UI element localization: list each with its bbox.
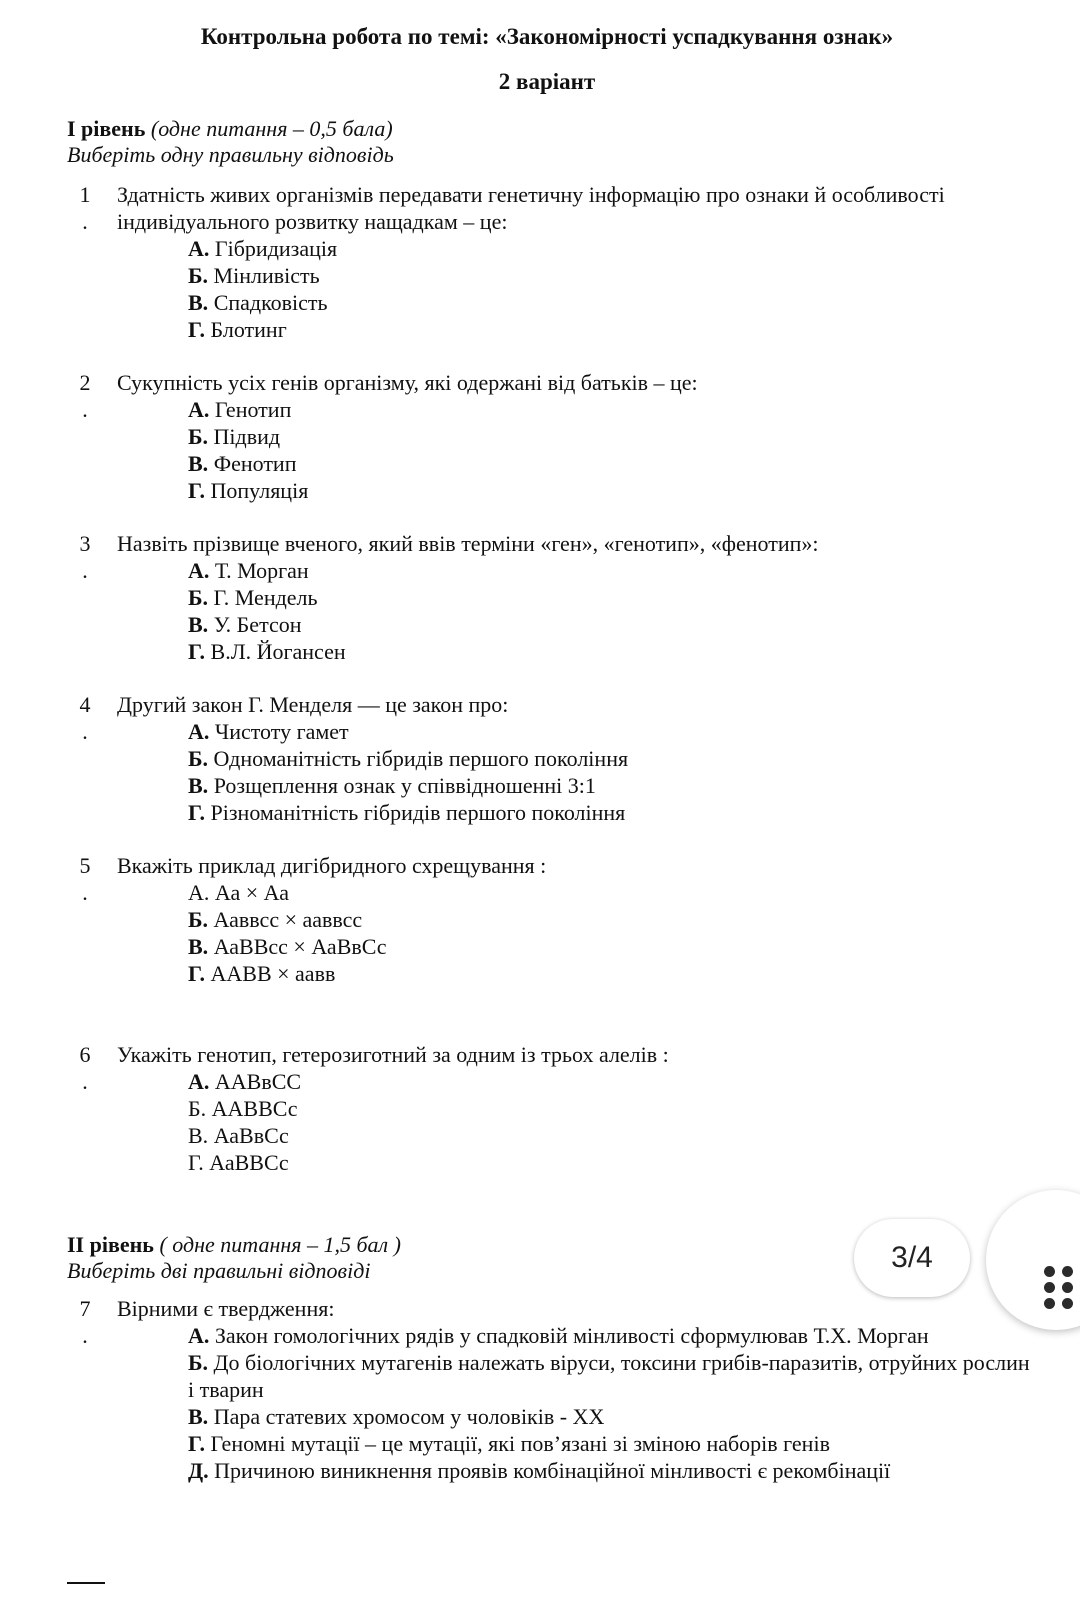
answer-options [188, 879, 1038, 987]
level-points-note: (одне питання – 0,5 бала) [150, 116, 393, 141]
answer-option: Б. Г. Мендель [188, 585, 318, 610]
question-number-dot: . [82, 1323, 88, 1348]
question-text: Сукупність усіх генів організму, які одержані від батьків – це: [117, 370, 698, 395]
question-number-dot: . [82, 719, 88, 744]
question-number: 1 [79, 182, 91, 207]
answer-option: В. Спадковість [188, 290, 328, 315]
level-instruction: Виберіть одну правильну відповідь [67, 142, 394, 167]
answer-option: В. АаВВсс × АаВвСс [188, 934, 387, 959]
question-number-dot: . [82, 397, 88, 422]
answer-option: Б. До біологічних мутагенів належать віруси, токсини грибів-паразитів, отруйних рослин і тварин [188, 1350, 1030, 1402]
answer-option: Г. Різноманітність гібридів першого покоління [188, 800, 626, 825]
level-name: ІІ рівень [67, 1232, 154, 1257]
answer-option: А. Аа × Аа [188, 880, 290, 905]
answer-option: А. ААВвСС [188, 1069, 302, 1094]
level-2-heading [67, 1232, 401, 1284]
answer-options [188, 718, 1038, 826]
question-number: 4 [79, 692, 91, 717]
answer-option: Г. В.Л. Йогансен [188, 639, 346, 664]
question-number-dot: . [82, 209, 88, 234]
answer-options [188, 396, 1038, 504]
answer-option: Д. Причиною виникнення проявів комбінаційної мінливості є рекомбінації [188, 1458, 891, 1483]
answer-option: В. АаВвСс [188, 1123, 289, 1148]
answer-option: Г. Блотинг [188, 317, 287, 342]
grid-dots-icon[interactable] [1044, 1266, 1078, 1310]
answer-options [188, 557, 1038, 665]
question-text: Назвіть прізвище вченого, який ввів терміни «ген», «генотип», «фенотип»: [117, 531, 819, 556]
question-text: Вкажіть приклад дигібридного схрещування : [117, 853, 547, 878]
level-1-heading [67, 116, 394, 168]
answer-option: Б. Одноманітність гібридів першого покоління [188, 746, 629, 771]
question-text: Укажіть генотип, гетерозиготний за одним із трьох алелів : [117, 1042, 669, 1067]
footnote-separator [67, 1582, 105, 1584]
answer-option: Г. АаВВСс [188, 1150, 289, 1175]
answer-option: А. Гібридизація [188, 236, 338, 261]
question-text: Здатність живих організмів передавати генетичну інформацію про ознаки й особливості індивідуального розвитку нащадкам – це: [117, 182, 945, 234]
answer-option: В. Пара статевих хромосом у чоловіків - ХХ [188, 1404, 605, 1429]
question-number: 5 [79, 853, 91, 878]
answer-option: Б. Мінливість [188, 263, 320, 288]
answer-option: А. Генотип [188, 397, 292, 422]
answer-options [188, 1322, 1038, 1484]
question-text: Другий закон Г. Менделя — це закон про: [117, 692, 509, 717]
question-number: 3 [79, 531, 91, 556]
variant-label: 2 варіант [498, 69, 596, 94]
answer-option: В. У. Бетсон [188, 612, 302, 637]
answer-option: Г. Популяція [188, 478, 309, 503]
answer-option: Б. ААВВСс [188, 1096, 298, 1121]
question-number-dot: . [82, 880, 88, 905]
question-number: 6 [79, 1042, 91, 1067]
answer-option: В. Фенотип [188, 451, 297, 476]
answer-options [188, 235, 1038, 343]
level-instruction: Виберіть дві правильні відповіді [67, 1258, 371, 1283]
question-text: Вірними є твердження: [117, 1296, 335, 1321]
answer-option: Б. Ааввсс × ааввсс [188, 907, 363, 932]
question-number-dot: . [82, 1069, 88, 1094]
level-points-note: ( одне питання – 1,5 бал ) [159, 1232, 401, 1257]
answer-option: А. Закон гомологічних рядів у спадковій мінливості сформулював Т.Х. Морган [188, 1323, 929, 1348]
document-title: Контрольна робота по темі: «Закономірності успадкування ознак» [200, 24, 894, 49]
question-number: 7 [79, 1296, 91, 1321]
answer-option: Б. Підвид [188, 424, 281, 449]
question-number: 2 [79, 370, 91, 395]
answer-option: Г. Геномні мутації – це мутації, які пов’язані зі зміною наборів генів [188, 1431, 830, 1456]
level-name: І рівень [67, 116, 146, 141]
question-number-dot: . [82, 558, 88, 583]
answer-option: А. Т. Морган [188, 558, 309, 583]
answer-option: Г. ААВВ × аавв [188, 961, 336, 986]
answer-option: В. Розщеплення ознак у співвідношенні 3:1 [188, 773, 596, 798]
page-indicator[interactable]: 3/4 [854, 1219, 970, 1297]
answer-options [188, 1068, 1038, 1176]
answer-option: А. Чистоту гамет [188, 719, 349, 744]
